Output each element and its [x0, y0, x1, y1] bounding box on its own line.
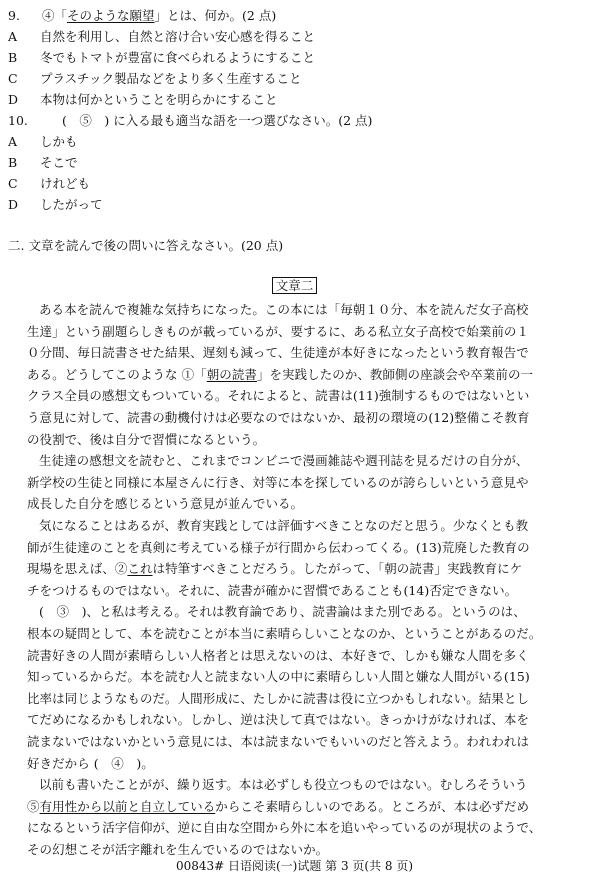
- question-number: 10.: [8, 113, 28, 128]
- passage-line: になるという活字信仰が、逆に自由な空間から外に本を追いやっているのが現状のようで、: [27, 820, 542, 836]
- underlined-phrase: 朝の読書: [206, 366, 257, 382]
- passage-line: 根本の疑問として、本を読むことが本当に素晴らしいことなのか、ということがあるのだ。: [27, 626, 542, 641]
- passage-line: 比率は同じようなものだ。人間形成に、たしかに読書は役に立つかもしれない。結果とし: [27, 690, 530, 706]
- underlined-phrase: これ: [127, 561, 153, 577]
- passage-line: 現場を思えば、②これは特筆すべきことだろう。したがって、「朝の読書」実践教育にケ: [27, 561, 523, 577]
- passage-line: 生徒達の感想文を読むと、これまでコンビニで漫画雑誌や週刊誌を見るだけの自分が、: [39, 453, 529, 469]
- passage-line: 師が生徒達のことを真剣に考えている様子が行間から伝わってくる。(13)荒廃した教育の: [27, 539, 530, 555]
- passage-line: 読まないではないかという意見には、本は読まないでもいいのだと答えよう。われわれは: [27, 734, 530, 749]
- question-number: 9.: [8, 8, 20, 23]
- passage-line: ( ③ )、と私は考える。それは教育論であり、読書論はまた別である。というのは、: [39, 604, 526, 620]
- passage-line: その幻想こそが活字離れを生んでいるのではないか。: [27, 842, 329, 857]
- passage-line: てだめになるかもしれない。しかし、逆は決して真ではない。きっかけがなければ、本を: [27, 712, 530, 728]
- underlined-phrase: 有用性から以前と自立している: [39, 798, 216, 814]
- passage-line: 好きだから ( ④ )。: [27, 755, 154, 771]
- passage-line: ０分間、毎日読書させた結果、遅刻も減って、生徒達が本好きになったという教育報告で: [27, 345, 529, 361]
- passage-line: ある本を読んで複雑な気持ちになった。この本には「毎朝１０分、本を読んだ女子高校: [39, 302, 529, 317]
- passage-line: 生達」という副題らしきものが載っているが、要するに、ある私立女子高校で始業前の１: [27, 323, 530, 339]
- passage-line: 成長した自分を感じるという意見が並んでいる。: [27, 496, 304, 512]
- passage-line: 以前も書いたことがが、繰り返す。本は必ずしも役立つものではない。むしろそういう: [39, 777, 528, 793]
- question-text: ④「そのような願望」とは、何か。(2 点): [42, 8, 277, 23]
- passage-line: ある。どうしてこのような ①「朝の読書」を実践したのか、教師側の座談会や卒業前の一: [27, 366, 534, 382]
- passage-line: 気になることはあるが、教育実践としては評価すべきことなのだと思う。少なくとも教: [39, 518, 529, 533]
- passage-line: チをつけるものではない。それに、読書が確かに習慣であることも(14)否定できない。: [27, 582, 518, 598]
- passage-title: 文章二: [0, 278, 589, 294]
- page-footer: 00843# 日语阅读(一)试题 第 3 页(共 8 页): [175, 859, 414, 873]
- passage-line: ⑤有用性から以前と自立しているからこそ素晴らしいのである。ところが、本は必ずだめ: [27, 798, 530, 814]
- passage-line: クラス全員の感想文もついている。それによると、読書は(11)強制するものではないとい: [27, 388, 530, 404]
- passage-line: 新学校の生徒と同様に本屋さんに行き、対等に本を探しているのが誇らしいという意見や: [27, 474, 529, 490]
- passage-line: 読書好きの人間が素晴らしい人格者とは思えないのは、本好きで、しかも嫌な人間を多く: [27, 647, 529, 663]
- passage-line: 知っているからだ。本を読む人と読まない人の中に素晴らしい人間と嫌な人間がいる(15): [27, 669, 530, 685]
- exam-page: 9. ④「そのような願望」とは、何か。(2 点) A 自然を利用し、自然と溶け合い安心感を得ること B 冬でもトマトが豊富に食べられるようにすること C プラスチック製品などをより多く生産すること D 本物は何かということを明らかにすること 10. ( ⑤ ) に入る最も適当な語を一つ選びなさい。(2 点) A しかも B そこで C けれども D したがって 二. 文章を読んで後の問いに答えなさい。(20 点) 文章二 ある本を読んで複雑な気持ちになった。この本には「毎朝１０分、本を読んだ女子高校 生達」という副題らしきものが載っているが、要するに、ある私立女子高校で始業前の１ ０分間、毎日読書させた結果、遅刻も減って、生徒達が本好きになったという教育報告で ある。どうしてこのような ①「朝の読書」を実践したのか、教師側の座談会や卒業前の一 クラス全員の感想文もついている。それによると、読書は(11)強制するものではないとい う意見に対して、読書の動機付けは必要なのではないか、最初の環境の(12)整備こそ教育 の役割で、後は自分で習慣になるという。 生徒達の感想文を読むと、これまでコンビニで漫画雑誌や週刊誌を見るだけの自分が、 新学校の生徒と同様に本屋さんに行き、対等に本を探しているのが誇らしいという意見や 成長した自分を感じるという意見が並んでいる。 気になることはあるが、教育実践としては評価すべきことなのだと思う。少なくとも教 師が生徒達のことを真剣に考えている様子が行間から伝わってくる。(13)荒廃した教育の 現場を思えば、②これは特筆すべきことだろう。したがって、「朝の読書」実践教育にケ チをつけるものではない。それに、読書が確かに習慣であることも(14)否定できない。 ( ③ )、と私は考える。それは教育論であり、読書論はまた別である。というのは、 根本の疑問として、本を読むことが本当に素晴らしいことなのか、ということがあるのだ。 読書好きの人間が素晴らしい人格者とは思えないのは、本好きで、しかも嫌な人間を多く 知っているからだ。本を読む人と読まない人の中に素晴らしい人間と嫌な人間がいる(15) 比率は同じようなものだ。人間形成に、たしかに読書は役に立つかもしれない。結果とし てだめになるかもしれない。しかし、逆は決して真ではない。きっかけがなければ、本を 読まないではないかという意見には、本は読まないでもいいのだと答えよう。われわれは 好きだから ( ④ )。 以前も書いたことがが、繰り返す。本は必ずしも役立つものではない。むしろそういう ⑤有用性から以前と自立しているからこそ素晴らしいのである。ところが、本は必ずだめ になるという活字信仰が、逆に自由な空間から外に本を追いやっているのが現状のようで、 その幻想こそが活字離れを生んでいるのではないか。 00843# 日语阅读(一)试题 第 3 页(共 8 页): [0, 0, 589, 890]
- passage-line: う意見に対して、読書の動機付けは必要なのではないか、最初の環境の(12)整備こそ教育: [27, 410, 530, 425]
- question-text: ( ⑤ ) に入る最も適当な語を一つ選びなさい。(2 点): [62, 113, 373, 128]
- passage-line: の役割で、後は自分で習慣になるという。: [27, 431, 266, 447]
